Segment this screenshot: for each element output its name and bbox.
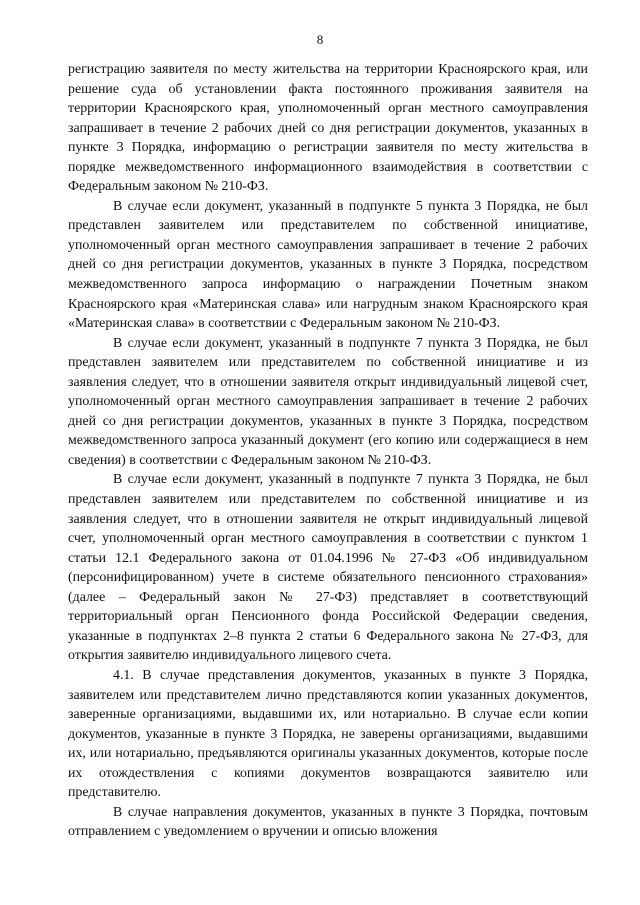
- page-number: 8: [316, 32, 324, 47]
- paragraph-subitem-7-account-open: В случае если документ, указанный в подпункте 7 пункта 3 Порядка, не был представлен заявителем или представителем по собственной инициативе и из заявления следует, что в отношении заявителя открыт индивидуальный лицевой счет, уполномоченный орган местного самоуправления запрашивает в течение 2 рабочих дней со дня регистрации документов, указанных в пункте 3 Порядка, посредством межведомственного запроса указанный документ (его копию или содержащиеся в нем сведения) в соответствии с Федеральным законом № 210-ФЗ.: [68, 335, 588, 468]
- paragraph-postal-submission: В случае направления документов, указанных в пункте 3 Порядка, почтовым отправлением с уведомлением о вручении и описью вложения: [68, 804, 588, 840]
- document-body: [68, 60, 588, 842]
- paragraph-subitem-5: В случае если документ, указанный в подпункте 5 пункта 3 Порядка, не был представлен заявителем или представителем по собственной инициативе, уполномоченный орган местного самоуправления запрашивает в течение 2 рабочих дней со дня регистрации документов, указанных в пункте 3 Порядка, посредством межведомственного запроса информацию о награждении Почетным знаком Красноярского края «Материнская слава» или нагрудным знаком Красноярского края «Материнская слава» в соответствии с Федеральным законом № 210-ФЗ.: [68, 198, 588, 332]
- paragraph-subitem-7-account-not-open: В случае если документ, указанный в подпункте 7 пункта 3 Порядка, не был представлен заявителем или представителем по собственной инициативе и из заявления следует, что в отношении заявителя не открыт индивидуальный лицевой счет, уполномоченный орган местного самоуправления в соответствии с пунктом 1 статьи 12.1 Федерального закона от 01.04.1996 № 27-ФЗ «Об индивидуальном (персонифицированном) учете в системе обязательного пенсионного страхования» (далее – Федеральный закон № 27-ФЗ) представляет в соответствующий территориальный орган Пенсионного фонда Российской Федерации сведения, указанные в подпунктах 2–8 пункта 2 статьи 6 Федерального закона № 27-ФЗ, для открытия заявителю индивидуального лицевого счета.: [68, 472, 588, 664]
- paragraph-continuation: регистрацию заявителя по месту жительства на территории Красноярского края, или решение суда об установлении факта постоянного проживания заявителя на территории Красноярского края, уполномоченный орган местного самоуправления запрашивает в течение 2 рабочих дней со дня регистрации документов, указанных в пункте 3 Порядка, информацию о регистрации заявителя по месту жительства в порядке межведомственного информационного взаимодействия в соответствии с Федеральным законом № 210-ФЗ.: [68, 62, 588, 195]
- paragraph-4-1: 4.1. В случае представления документов, указанных в пункте 3 Порядка, заявителем или представителем лично представляются копии указанных документов, заверенные организациями, выдавшими их, или нотариально. В случае если копии документов, указанные в пункте 3 Порядка, не заверены организациями, выдавшими их, или нотариально, предъявляются оригиналы указанных документов, которые после их отождествления с копиями документов возвращаются заявителю или представителю.: [68, 667, 588, 801]
